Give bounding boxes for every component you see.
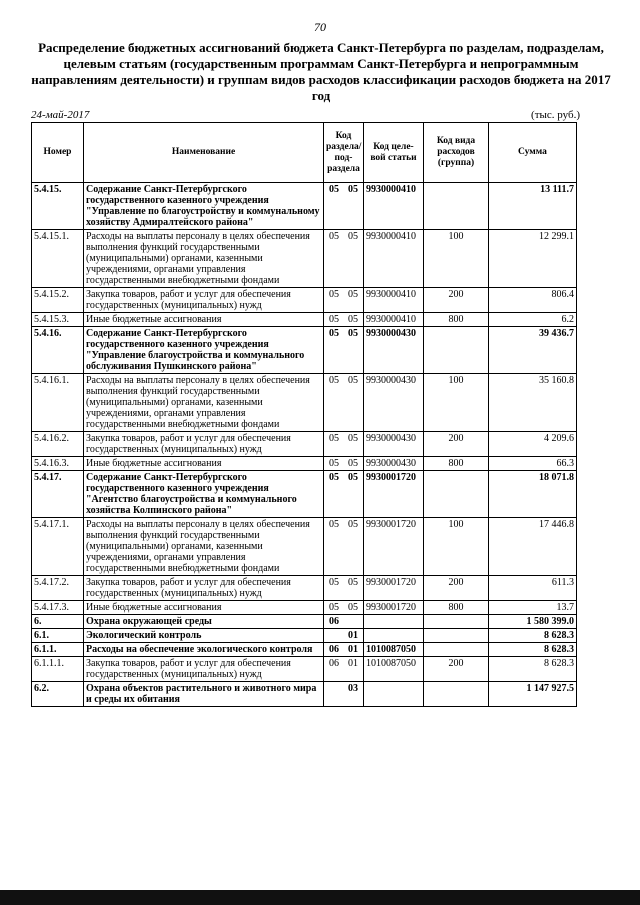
row-kind-code (424, 183, 489, 230)
row-kind-code (424, 615, 489, 629)
row-number: 5.4.15.1. (32, 230, 84, 288)
section-code: 05 (329, 314, 339, 325)
row-section-code (324, 374, 364, 432)
row-number: 5.4.16. (32, 327, 84, 374)
row-article-code (364, 615, 424, 629)
table-row (32, 471, 577, 518)
row-kind-code (424, 327, 489, 374)
row-number: 6.2. (32, 682, 84, 707)
row-section-code (324, 518, 364, 576)
table-row (32, 601, 577, 615)
row-kind-code: 100 (424, 374, 489, 432)
table-row (32, 432, 577, 457)
row-section-code (324, 629, 364, 643)
section-code: 05 (329, 231, 339, 242)
row-sum: 13.7 (489, 601, 577, 615)
table-row (32, 313, 577, 327)
row-article-code (364, 682, 424, 707)
row-article-code: 9930000410 (364, 313, 424, 327)
row-name: Закупка товаров, работ и услуг для обеспечения государственных (муниципальных) нужд (84, 288, 324, 313)
row-sum: 6.2 (489, 313, 577, 327)
table-header-row (32, 123, 577, 183)
subsection-code: 05 (348, 602, 358, 613)
section-code: 05 (329, 577, 339, 588)
row-article-code: 1010087050 (364, 643, 424, 657)
row-kind-code: 200 (424, 432, 489, 457)
row-name: Закупка товаров, работ и услуг для обеспечения государственных (муниципальных) нужд (84, 432, 324, 457)
column-header-article: Код целе- вой статьи (364, 123, 424, 183)
row-number: 6.1.1.1. (32, 657, 84, 682)
subsection-code: 05 (348, 231, 358, 242)
row-section-code (324, 313, 364, 327)
row-sum: 1 147 927.5 (489, 682, 577, 707)
row-article-code: 9930000430 (364, 327, 424, 374)
row-number: 5.4.17.3. (32, 601, 84, 615)
section-code: 05 (329, 472, 339, 483)
row-section-code (324, 230, 364, 288)
row-name: Расходы на выплаты персоналу в целях обеспечения выполнения функций государственными (муниципальными) органами, казенными учреждениями, органами управления государственными внебюджетными фондами (84, 230, 324, 288)
section-code: 05 (329, 519, 339, 530)
subsection-code: 05 (348, 289, 358, 300)
row-article-code: 1010087050 (364, 657, 424, 682)
row-name: Расходы на обеспечение экологического контроля (84, 643, 324, 657)
section-code: 06 (329, 658, 339, 669)
row-sum: 8 628.3 (489, 629, 577, 643)
row-kind-code (424, 471, 489, 518)
row-section-code (324, 601, 364, 615)
row-number: 5.4.17.1. (32, 518, 84, 576)
row-kind-code: 800 (424, 457, 489, 471)
row-kind-code: 200 (424, 576, 489, 601)
row-section-code (324, 615, 364, 629)
row-kind-code: 800 (424, 313, 489, 327)
row-sum: 8 628.3 (489, 643, 577, 657)
row-number: 5.4.15. (32, 183, 84, 230)
row-kind-code (424, 682, 489, 707)
table-row (32, 327, 577, 374)
section-code: 05 (329, 602, 339, 613)
row-section-code (324, 457, 364, 471)
table-row (32, 230, 577, 288)
column-header-section: Код раздела/ под- раздела (324, 123, 364, 183)
row-section-code (324, 183, 364, 230)
row-number: 6. (32, 615, 84, 629)
document-date: 24-май-2017 (31, 109, 90, 121)
row-sum: 12 299.1 (489, 230, 577, 288)
row-name: Расходы на выплаты персоналу в целях обеспечения выполнения функций государственными (муниципальными) органами, казенными учреждениями, органами управления государственными внебюджетными фондами (84, 518, 324, 576)
section-code: 06 (329, 644, 339, 655)
row-name: Охрана объектов растительного и животного мира и среды их обитания (84, 682, 324, 707)
row-article-code: 9930001720 (364, 518, 424, 576)
table-row (32, 657, 577, 682)
row-article-code: 9930000430 (364, 374, 424, 432)
subsection-code: 05 (348, 472, 358, 483)
row-name: Закупка товаров, работ и услуг для обеспечения государственных (муниципальных) нужд (84, 657, 324, 682)
row-name: Иные бюджетные ассигнования (84, 601, 324, 615)
row-kind-code: 200 (424, 288, 489, 313)
column-header-name: Наименование (84, 123, 324, 183)
row-article-code (364, 629, 424, 643)
subsection-code: 01 (348, 644, 358, 655)
table-row (32, 615, 577, 629)
row-sum: 13 111.7 (489, 183, 577, 230)
column-header-number: Номер (32, 123, 84, 183)
row-article-code: 9930001720 (364, 471, 424, 518)
row-article-code: 9930000430 (364, 432, 424, 457)
row-article-code: 9930000430 (364, 457, 424, 471)
section-code: 05 (329, 458, 339, 469)
subsection-code: 05 (348, 328, 358, 339)
row-kind-code: 200 (424, 657, 489, 682)
row-name: Содержание Санкт-Петербургского государственного казенного учреждения "Управление по благоустройству и коммунальному хозяйству Адмиралтейского района" (84, 183, 324, 230)
row-section-code (324, 657, 364, 682)
row-number: 6.1.1. (32, 643, 84, 657)
row-article-code: 9930000410 (364, 183, 424, 230)
subsection-code: 03 (348, 683, 358, 694)
table-row (32, 183, 577, 230)
row-kind-code: 100 (424, 230, 489, 288)
section-code: 05 (329, 184, 339, 195)
page-number: 70 (314, 20, 326, 34)
table-row (32, 682, 577, 707)
row-section-code (324, 643, 364, 657)
table-row (32, 288, 577, 313)
row-article-code: 9930000410 (364, 288, 424, 313)
row-name: Иные бюджетные ассигнования (84, 457, 324, 471)
subsection-code: 05 (348, 375, 358, 386)
row-sum: 4 209.6 (489, 432, 577, 457)
row-kind-code: 800 (424, 601, 489, 615)
row-sum: 39 436.7 (489, 327, 577, 374)
section-code: 05 (329, 328, 339, 339)
row-sum: 66.3 (489, 457, 577, 471)
table-row (32, 374, 577, 432)
units-label: (тыс. руб.) (531, 109, 580, 121)
subsection-code: 05 (348, 577, 358, 588)
row-sum: 806.4 (489, 288, 577, 313)
row-number: 5.4.16.2. (32, 432, 84, 457)
row-article-code: 9930001720 (364, 576, 424, 601)
row-number: 5.4.17. (32, 471, 84, 518)
table-row (32, 643, 577, 657)
subsection-code: 01 (348, 630, 358, 641)
row-section-code (324, 576, 364, 601)
row-section-code (324, 288, 364, 313)
row-name: Содержание Санкт-Петербургского государственного казенного учреждения "Управление благоустройства и коммунального обслуживания Пушкинского района" (84, 327, 324, 374)
row-section-code (324, 327, 364, 374)
column-header-sum: Сумма (489, 123, 577, 183)
row-sum: 611.3 (489, 576, 577, 601)
row-sum: 17 446.8 (489, 518, 577, 576)
scan-bottom-edge (0, 890, 640, 905)
subsection-code: 05 (348, 433, 358, 444)
row-name: Иные бюджетные ассигнования (84, 313, 324, 327)
row-name: Экологический контроль (84, 629, 324, 643)
subsection-code: 05 (348, 519, 358, 530)
subsection-code: 01 (348, 658, 358, 669)
row-number: 5.4.16.1. (32, 374, 84, 432)
section-code: 06 (329, 616, 339, 627)
row-number: 5.4.15.3. (32, 313, 84, 327)
section-code: 05 (329, 289, 339, 300)
row-name: Содержание Санкт-Петербургского государственного казенного учреждения "Агентство благоустройства и коммунального хозяйства Колпинского района" (84, 471, 324, 518)
row-sum: 8 628.3 (489, 657, 577, 682)
subsection-code: 05 (348, 184, 358, 195)
document-title: Распределение бюджетных ассигнований бюджета Санкт-Петербурга по разделам, подразделам, целевым статьям (государственным программам Санкт-Петербурга и непрограммным направлениям деятельности) и группам видов расходов классификации расходов бюджета на 2017 год (31, 40, 611, 103)
row-kind-code: 100 (424, 518, 489, 576)
row-sum: 18 071.8 (489, 471, 577, 518)
row-number: 5.4.15.2. (32, 288, 84, 313)
table-body (32, 183, 577, 707)
row-section-code (324, 432, 364, 457)
subsection-code: 05 (348, 314, 358, 325)
row-sum: 35 160.8 (489, 374, 577, 432)
row-article-code: 9930000410 (364, 230, 424, 288)
table-row (32, 457, 577, 471)
row-name: Расходы на выплаты персоналу в целях обеспечения выполнения функций государственными (муниципальными) органами, казенными учреждениями, органами управления государственными внебюджетными фондами (84, 374, 324, 432)
row-sum: 1 580 399.0 (489, 615, 577, 629)
table-row (32, 518, 577, 576)
section-code: 05 (329, 375, 339, 386)
row-number: 6.1. (32, 629, 84, 643)
row-number: 5.4.16.3. (32, 457, 84, 471)
row-number: 5.4.17.2. (32, 576, 84, 601)
table-row (32, 576, 577, 601)
column-header-kind: Код вида расходов (группа) (424, 123, 489, 183)
budget-table (31, 122, 577, 707)
section-code: 05 (329, 433, 339, 444)
row-article-code: 9930001720 (364, 601, 424, 615)
row-section-code (324, 682, 364, 707)
row-kind-code (424, 629, 489, 643)
row-kind-code (424, 643, 489, 657)
row-name: Закупка товаров, работ и услуг для обеспечения государственных (муниципальных) нужд (84, 576, 324, 601)
subsection-code: 05 (348, 458, 358, 469)
table-row (32, 629, 577, 643)
row-section-code (324, 471, 364, 518)
row-name: Охрана окружающей среды (84, 615, 324, 629)
